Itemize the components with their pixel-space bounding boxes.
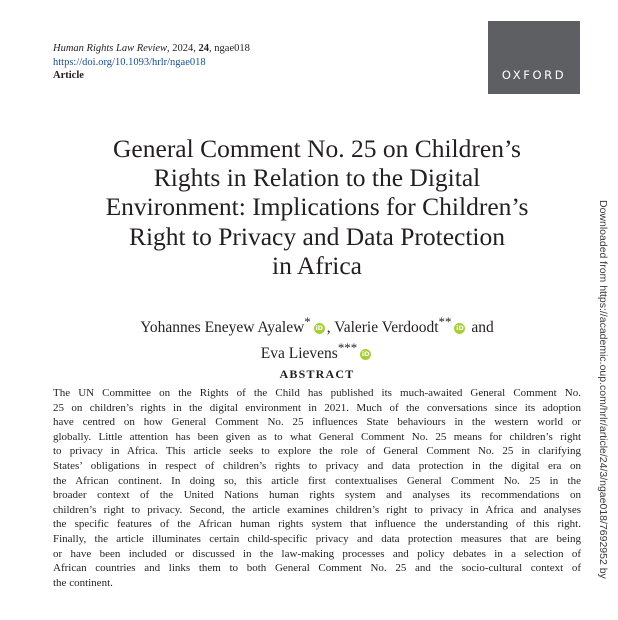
author-line <box>60 338 574 364</box>
author-separator: , <box>326 319 335 337</box>
abstract-line: States’ obligations in respect of children’s rights to privacy and data protection in the digital era on <box>53 459 581 472</box>
abstract-line: the specific features of the African human rights system that influence the understanding of this right. <box>53 518 581 531</box>
download-watermark <box>597 200 611 620</box>
orcid-icon[interactable]: iD <box>456 324 464 333</box>
article-type: Article <box>53 70 84 81</box>
article-id: , ngae018 <box>209 43 250 54</box>
abstract-line: 25 on children’s rights in the digital environment in 2021. Much of the conversations since its adoption <box>53 401 581 414</box>
abstract-line: have centred on how General Comment No. 25 influences State behaviours in the western world or <box>53 416 581 429</box>
abstract-line: the African continent. In doing so, this article first contextualises General Comment No. 25 in the <box>53 474 581 487</box>
author-name[interactable]: Valerie Verdoodt <box>334 319 439 337</box>
journal-name: Human Rights Law Review <box>53 43 168 54</box>
abstract-line: African countries and links them to both General Comment No. 25 and the socio-cultural context of <box>53 562 581 575</box>
author-name[interactable]: Yohannes Eneyew Ayalew <box>140 319 305 337</box>
title-line: Rights in Relation to the Digital <box>153 163 481 193</box>
orcid-icon[interactable]: iD <box>361 350 370 359</box>
title-line: Right to Privacy and Data Protection <box>128 221 506 251</box>
citation-year: , 2024, <box>167 43 199 54</box>
doi-link[interactable]: https://doi.org/10.1093/hrlr/ngae018 <box>53 56 206 68</box>
abstract-line: the continent. <box>53 576 113 589</box>
abstract-line: globally. Little attention has been given as to what General Comment No. 25 means for children’s right <box>53 430 581 443</box>
journal-citation <box>53 42 250 56</box>
logo-text: OXFORD <box>501 68 567 82</box>
oxford-logo <box>488 21 580 94</box>
journal-volume: 24 <box>198 43 210 54</box>
article-meta <box>53 42 250 83</box>
author-list <box>60 312 574 364</box>
author-name[interactable]: Eva Lievens <box>260 345 338 363</box>
author-separator: and <box>467 319 494 337</box>
abstract-line: Finally, the article illuminates certain child-specific privacy and data protection measures that are being <box>53 532 581 545</box>
title-line: Environment: Implications for Children’s <box>105 192 529 222</box>
title-line: in Africa <box>272 250 362 280</box>
abstract-line: to privacy in Africa. This article seeks to explore the role of General Comment No. 25 in clarifying <box>53 445 581 458</box>
abstract-line: The UN Committee on the Rights of the Child has published its much-awaited General Comment No. <box>53 387 581 399</box>
abstract-body <box>53 386 581 590</box>
article-title <box>60 134 574 280</box>
author-mark: ** <box>438 314 452 329</box>
author-line <box>60 312 574 338</box>
abstract-line: or have been included or discussed in the law-making processes and policy debates in a selection of <box>53 547 581 560</box>
download-notice: Downloaded from https://academic.oup.com/hrlr/article/24/3/ngae018/7692952 by <box>597 200 609 579</box>
author-mark: *** <box>337 340 358 356</box>
title-line: General Comment No. 25 on Children’s <box>113 134 521 163</box>
abstract-heading: ABSTRACT <box>279 367 355 381</box>
author-mark: * <box>304 314 311 329</box>
abstract-line: children’s right to privacy. Second, the article examines children’s right to privacy in Africa and analyses <box>53 503 581 516</box>
orcid-icon[interactable]: iD <box>315 324 324 333</box>
abstract-line: broader context of the United Nations human rights system and analyses its recommendations on <box>53 489 581 502</box>
